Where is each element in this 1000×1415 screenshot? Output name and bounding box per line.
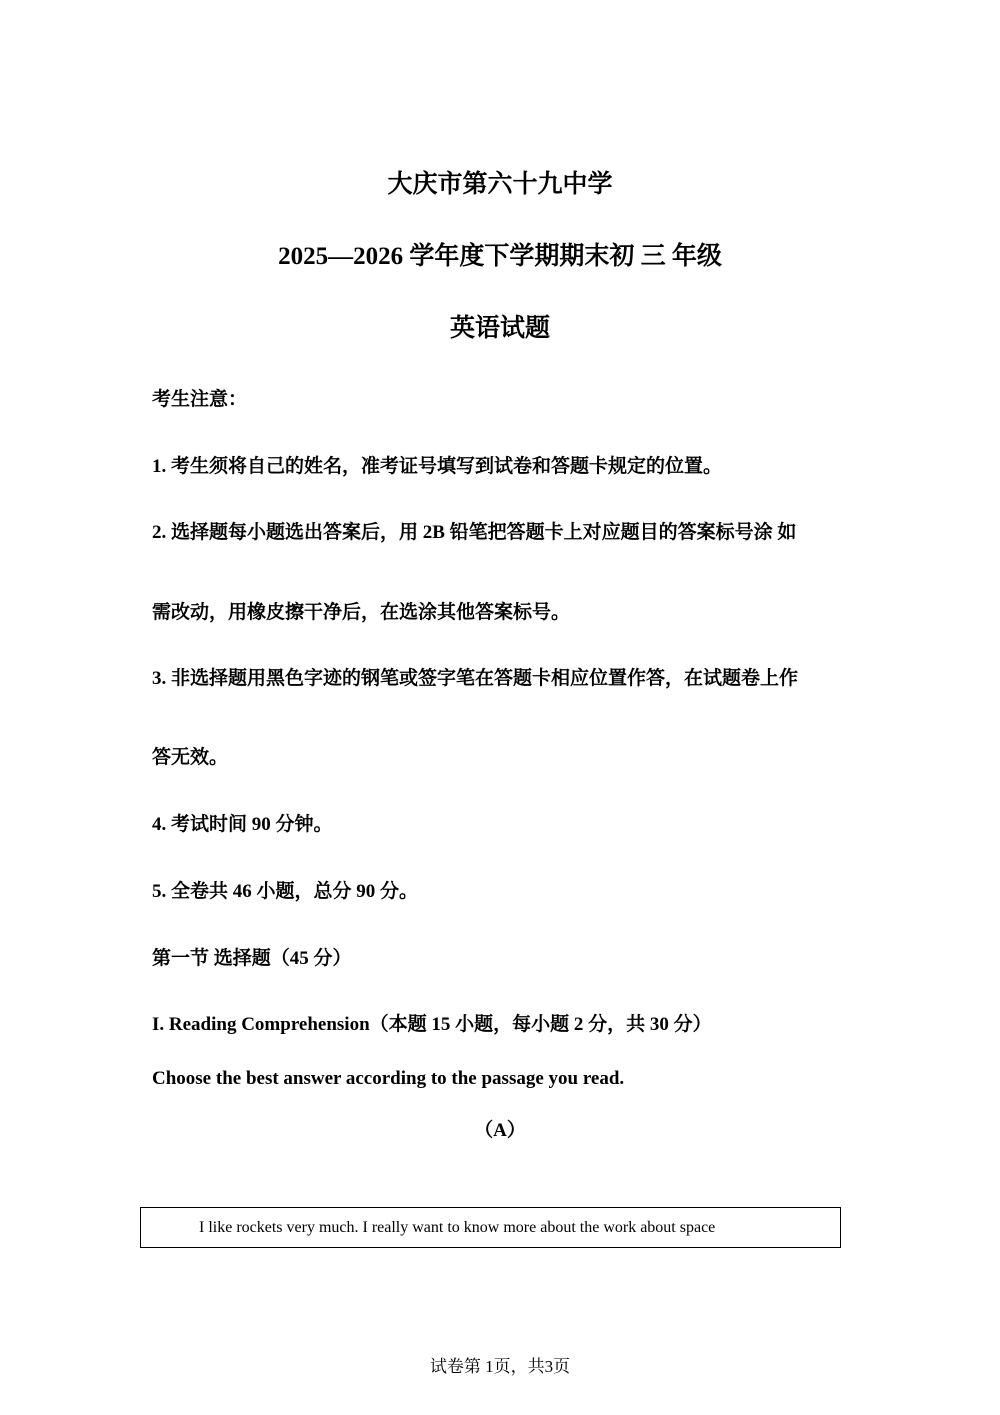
passage-box [140, 1207, 841, 1248]
section-heading: 第一节 选择题（45 分） [152, 948, 352, 969]
notice-item-5: 5. 全卷共 46 小题，总分 90 分。 [152, 881, 419, 902]
passage-text: I like rockets very much. I really want to know more about the work about space [199, 1219, 716, 1236]
term-title: 2025—2026 学年度下学期期末初 三 年级 [278, 243, 722, 270]
subject-title: 英语试题 [449, 315, 550, 342]
page-footer: 试卷第 1页，共3页 [429, 1357, 571, 1376]
notice-item-1: 1. 考生须将自己的姓名，准考证号填写到试卷和答题卡规定的位置。 [152, 456, 723, 477]
passage-label: （A） [474, 1120, 526, 1141]
instruction-text: Choose the best answer according to the passage you read. [152, 1068, 625, 1089]
school-name: 大庆市第六十九中学 [387, 171, 613, 198]
notice-item-4: 4. 考试时间 90 分钟。 [152, 814, 333, 835]
notice-item-3-line-1: 3. 非选择题用黑色字迹的钢笔或签字笔在答题卡相应位置作答，在试题卷上作 [152, 668, 799, 689]
part-title: I. Reading Comprehension（本题 15 小题，每小题 2 分，共 30 分） [152, 1014, 712, 1035]
notice-item-2-line-1: 2. 选择题每小题选出答案后，用 2B 铅笔把答题卡上对应题目的答案标号涂 如 [152, 522, 797, 543]
notice-heading: 考生注意： [152, 389, 248, 410]
notice-item-2-line-2: 需改动，用橡皮擦干净后，在选涂其他答案标号。 [152, 602, 571, 623]
notice-item-3-line-2: 答无效。 [152, 747, 229, 768]
